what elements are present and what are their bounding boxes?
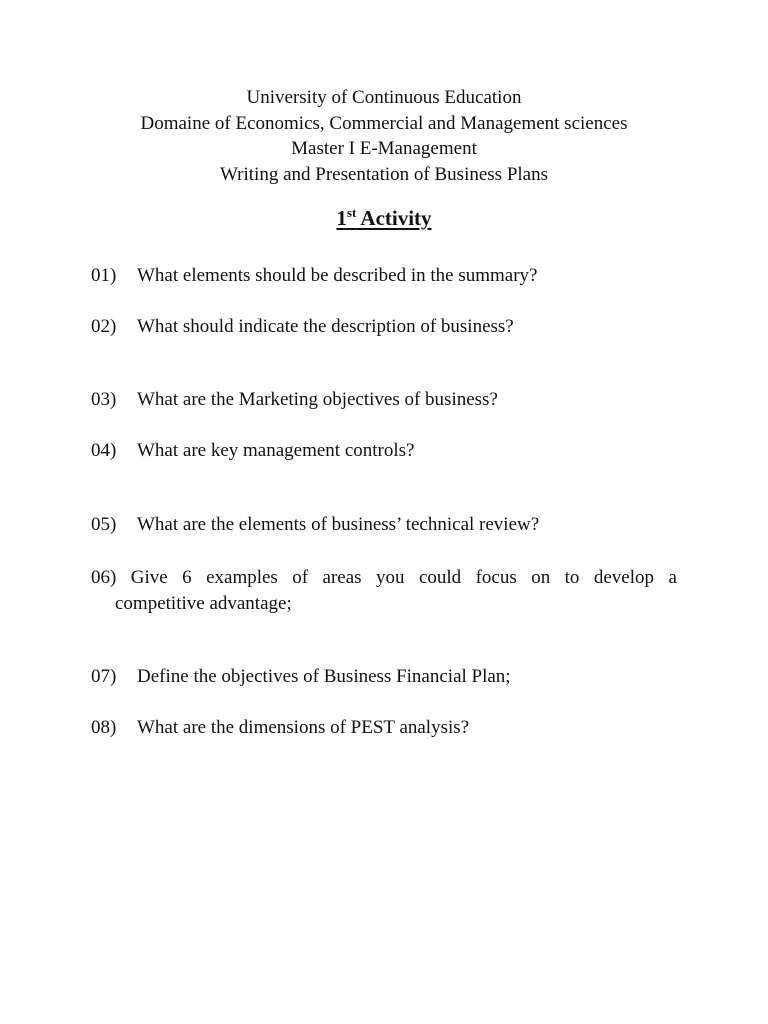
domain-name: Domaine of Economics, Commercial and Management sciences bbox=[140, 112, 628, 134]
question-word: could bbox=[418, 567, 462, 588]
question-number: 03) bbox=[91, 389, 117, 410]
question-word: to bbox=[564, 567, 580, 588]
title-text: Activity bbox=[360, 206, 432, 230]
question-word: of bbox=[292, 567, 309, 588]
question-item bbox=[91, 565, 677, 616]
question-text: What are key management controls? bbox=[137, 440, 415, 461]
question-item bbox=[91, 438, 677, 464]
question-item bbox=[91, 715, 677, 741]
title-superscript: st bbox=[346, 205, 357, 220]
question-word: Give bbox=[130, 567, 168, 588]
question-text: Define the objectives of Business Financial Plan; bbox=[137, 666, 511, 687]
question-number: 06) bbox=[91, 567, 117, 588]
question-text: What are the dimensions of PEST analysis? bbox=[137, 717, 470, 738]
question-number: 02) bbox=[91, 316, 117, 337]
page-title bbox=[0, 204, 768, 232]
title-number: 1 bbox=[336, 206, 347, 230]
question-word: examples bbox=[206, 567, 278, 588]
question-word: a bbox=[668, 567, 677, 588]
document-header bbox=[0, 85, 768, 188]
program-name: Master I E-Management bbox=[291, 138, 477, 160]
question-word: develop bbox=[593, 567, 655, 588]
university-name: University of Continuous Education bbox=[246, 87, 522, 108]
question-number: 04) bbox=[91, 440, 117, 461]
question-text: What should indicate the description of business? bbox=[137, 316, 514, 337]
course-name: Writing and Presentation of Business Plans bbox=[219, 164, 548, 186]
question-word: on bbox=[531, 567, 551, 588]
question-word: areas bbox=[322, 567, 362, 588]
question-number: 01) bbox=[91, 265, 117, 286]
question-text-line-2: competitive advantage; bbox=[115, 592, 292, 614]
question-number: 07) bbox=[91, 666, 117, 687]
question-item bbox=[91, 314, 677, 340]
question-line-1 bbox=[91, 565, 677, 591]
question-item bbox=[91, 512, 677, 538]
question-number: 05) bbox=[91, 514, 117, 535]
question-word: you bbox=[376, 567, 405, 588]
question-item bbox=[91, 263, 677, 289]
question-text: What are the Marketing objectives of business? bbox=[137, 389, 498, 410]
question-item bbox=[91, 387, 677, 413]
question-number: 08) bbox=[91, 717, 117, 738]
question-word: focus bbox=[475, 567, 517, 588]
question-item bbox=[91, 664, 677, 690]
question-text: What elements should be described in the summary? bbox=[137, 265, 538, 286]
question-text: What are the elements of business’ technical review? bbox=[137, 514, 540, 535]
question-word: 6 bbox=[182, 567, 192, 588]
